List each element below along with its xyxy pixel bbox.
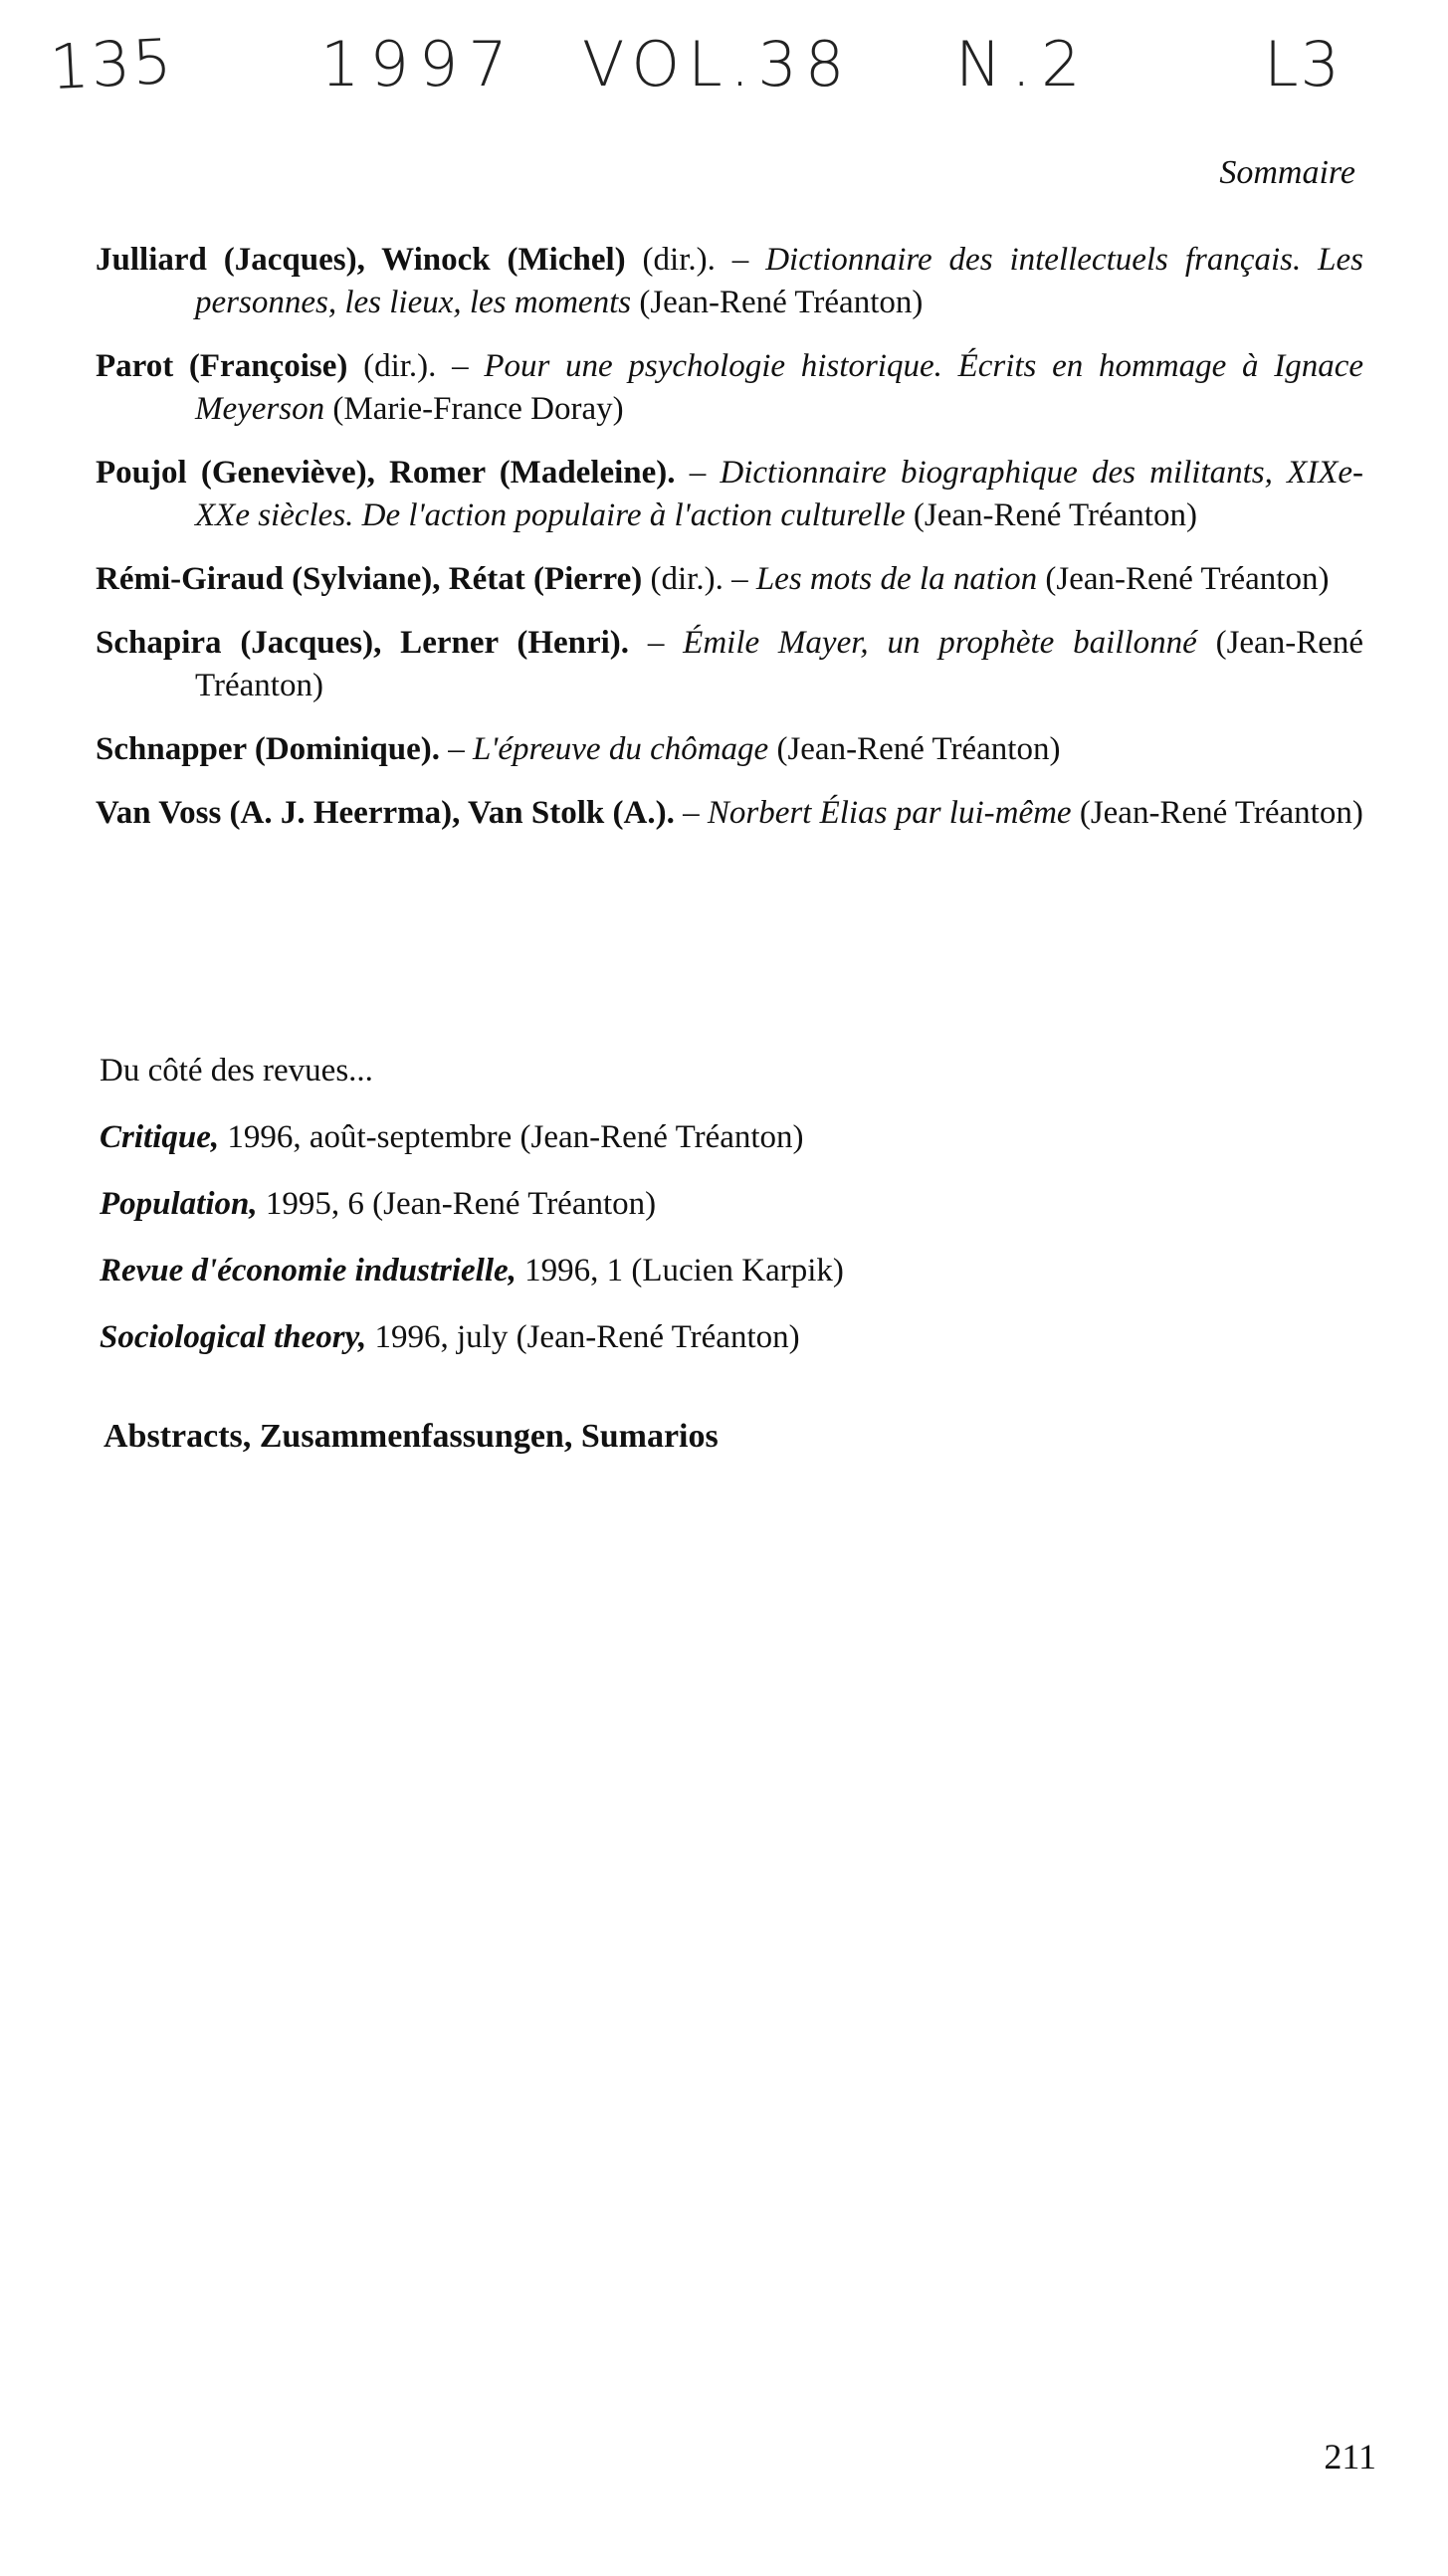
entry-dash: – (647, 625, 665, 661)
entry-title: Les mots de la nation (755, 561, 1038, 597)
journals-intro: Du côté des revues... (100, 1053, 373, 1089)
handwritten-year: 1997 (320, 28, 517, 100)
entry-reviewer: (Jean-René Tréanton) (1045, 561, 1330, 597)
review-entry (96, 452, 1363, 537)
journal-name: Sociological theory, (100, 1319, 367, 1355)
entry-dash: – (448, 731, 465, 767)
entry-reviewer: (Marie-France Doray) (332, 391, 624, 427)
journal-item (100, 1116, 1294, 1159)
entry-reviewer: (Jean-René Tréanton) (1079, 795, 1363, 831)
review-entry (96, 345, 1363, 431)
handwritten-ref: 135 (48, 24, 176, 104)
handwritten-volume: VOL.38 (582, 28, 853, 100)
entry-title: L'épreuve du chômage (472, 731, 769, 767)
journal-details: 1996, july (Jean-René Tréanton) (374, 1319, 800, 1355)
entry-dash: – (683, 795, 700, 831)
entry-dash: – (731, 561, 748, 597)
handwritten-annotation (0, 24, 1448, 137)
journal-name: Critique, (100, 1119, 220, 1155)
review-entry (96, 622, 1363, 707)
entry-dash: – (452, 348, 469, 384)
entry-reviewer: (Jean-René Tréanton) (913, 497, 1197, 533)
entry-editor-note: (dir.). (650, 561, 724, 597)
entry-authors: Rémi-Giraud (Sylviane), Rétat (Pierre) (96, 561, 643, 597)
journal-name: Revue d'économie industrielle, (100, 1253, 517, 1288)
entry-authors: Julliard (Jacques), Winock (Michel) (96, 242, 626, 278)
entry-authors: Schnapper (Dominique). (96, 731, 440, 767)
journal-details: 1996, 1 (Lucien Karpik) (524, 1253, 844, 1288)
entry-editor-note: (dir.). (642, 242, 716, 278)
review-entry (96, 728, 1363, 771)
page-number: 211 (1324, 2437, 1376, 2477)
journal-details: 1995, 6 (Jean-René Tréanton) (265, 1186, 657, 1222)
abstracts-heading: Abstracts, Zusammenfassungen, Sumarios (103, 1418, 719, 1455)
entry-reviewer: (Jean-René Tréanton) (776, 731, 1061, 767)
journals-section (100, 1050, 1294, 1383)
entry-title: Norbert Élias par lui-même (707, 795, 1072, 831)
review-entry (96, 239, 1363, 324)
review-entries-list (96, 239, 1363, 856)
entry-title: Dictionnaire des intellectuels français. Les personnes, les lieux, les moments (195, 242, 1364, 320)
entry-reviewer: (Jean-René Tréanton) (195, 625, 1363, 703)
entry-dash: – (689, 455, 707, 491)
journal-item (100, 1250, 1294, 1292)
entry-title: Émile Mayer, un prophète baillonné (683, 625, 1197, 661)
handwritten-number: N.2 (955, 28, 1091, 100)
entry-title: Pour une psychologie historique. Écrits en hommage à Ignace Meyerson (195, 348, 1364, 427)
journal-name: Population, (100, 1186, 258, 1222)
entry-authors: Parot (Françoise) (96, 348, 348, 384)
entry-editor-note: (dir.). (363, 348, 437, 384)
review-entry (96, 792, 1363, 835)
journal-item (100, 1316, 1294, 1359)
entry-authors: Van Voss (A. J. Heerrma), Van Stolk (A.). (96, 795, 675, 831)
review-entry (96, 558, 1363, 601)
entry-dash: – (731, 242, 749, 278)
entry-authors: Poujol (Geneviève), Romer (Madeleine). (96, 455, 676, 491)
entry-authors: Schapira (Jacques), Lerner (Henri). (96, 625, 630, 661)
journal-item (100, 1183, 1294, 1226)
entry-title: Dictionnaire biographique des militants, XIXe-XXe siècles. De l'action populaire à l'action culturelle (195, 455, 1364, 533)
handwritten-shelf: L3 (1264, 28, 1342, 100)
entry-reviewer: (Jean-René Tréanton) (639, 285, 924, 320)
journal-details: 1996, août-septembre (Jean-René Tréanton) (227, 1119, 804, 1155)
section-title: Sommaire (1219, 154, 1355, 191)
